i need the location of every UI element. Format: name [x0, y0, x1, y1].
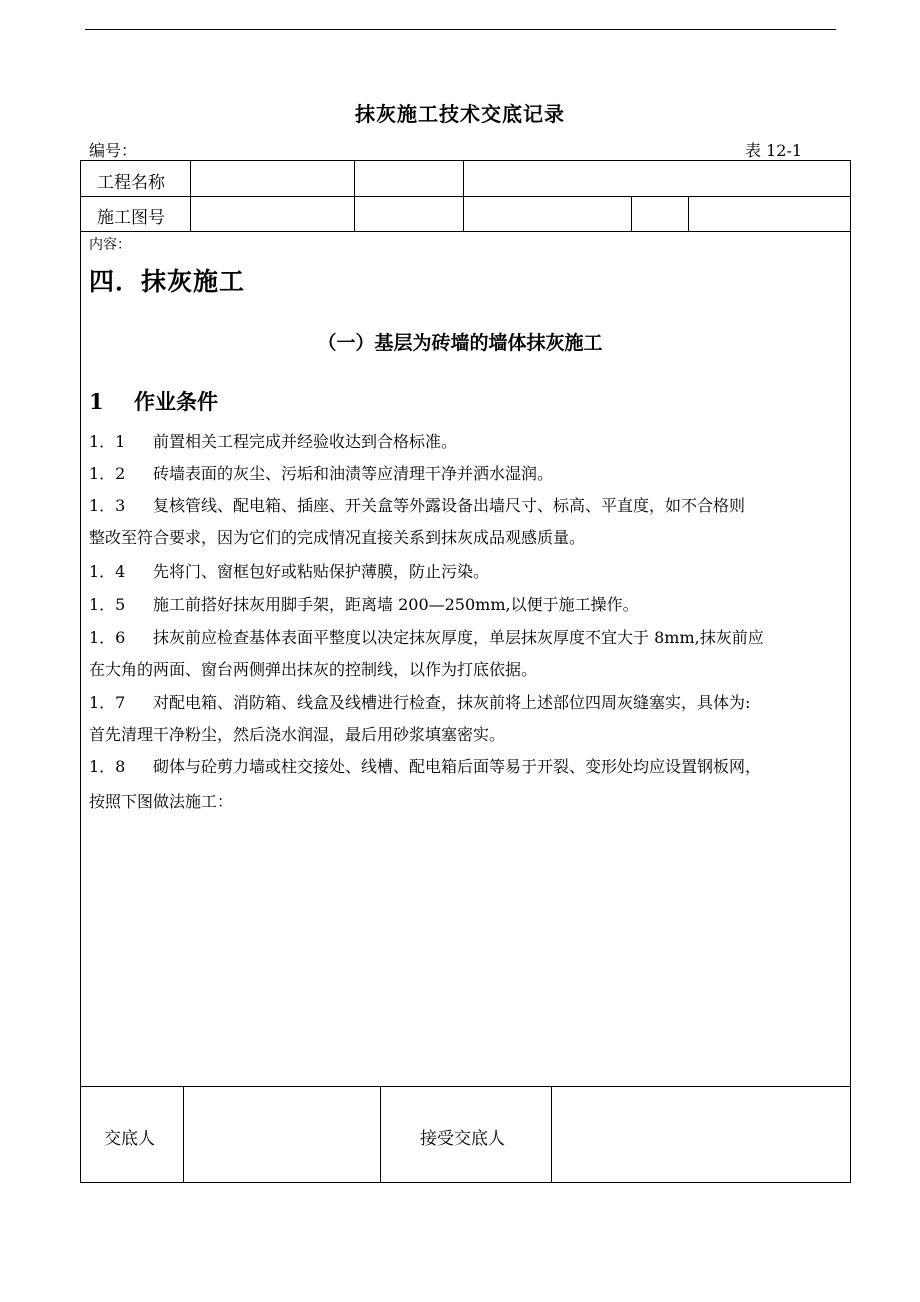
paragraph-continuation: 按照下图做法施工： [89, 792, 234, 811]
header-col-divider [688, 196, 689, 231]
paragraph-text: 复核管线、配电箱、插座、开关盒等外露设备出墙尺寸、标高、平直度，如不合格则 [153, 496, 746, 515]
table-number: 表 12-1 [745, 141, 803, 160]
paragraph-1-7 [89, 687, 851, 751]
paragraph-1-6 [89, 622, 851, 686]
paragraph-text: 抹灰前应检查基体表面平整度以决定抹灰厚度，单层抹灰厚度不宜大于 8mm,抹灰前应 [153, 628, 764, 647]
header-col-divider [463, 160, 464, 231]
paragraph-1-5 [89, 589, 851, 621]
handover-person-label: 交底人 [104, 1129, 155, 1149]
paragraph-text: 砌体与砼剪力墙或柱交接处、线槽、配电箱后面等易于开裂、变形处均应设置钢板网， [153, 757, 762, 776]
paragraph-1-8 [89, 751, 851, 818]
paragraph-number: 1．2 [89, 464, 126, 483]
paragraph-text: 前置相关工程完成并经验收达到合格标准。 [153, 432, 458, 451]
paragraph-continuation: 整改至符合要求，因为它们的完成情况直接关系到抹灰成品观感质量。 [89, 528, 586, 547]
paragraph-number: 1．7 [89, 693, 126, 712]
signature-col-divider [183, 1086, 184, 1183]
paragraph-number: 1．5 [89, 595, 126, 614]
signature-col-divider [380, 1086, 381, 1183]
paragraph-1-3 [89, 490, 851, 554]
item-heading-text: 作业条件 [134, 389, 218, 414]
paragraph-continuation: 在大角的两面、窗台两侧弹出抹灰的控制线，以作为打底依据。 [89, 660, 538, 679]
item-heading [89, 386, 218, 416]
paragraph-text: 施工前搭好抹灰用脚手架，距离墙 200—250mm,以便于施工操作。 [153, 595, 639, 614]
document-title: 抹灰施工技术交底记录 [355, 102, 565, 126]
item-number: 1 [89, 389, 104, 414]
header-col-divider [354, 160, 355, 231]
paragraph-1-4 [89, 556, 851, 588]
header-col-divider [631, 196, 632, 231]
paragraph-number: 1．1 [89, 432, 126, 451]
paragraph-continuation: 首先清理干净粉尘，然后浇水润湿，最后用砂浆填塞密实。 [89, 725, 506, 744]
signature-row-divider [80, 1086, 851, 1087]
project-name-label: 工程名称 [97, 173, 165, 193]
paragraph-text: 先将门、窗框包好或粘贴保护薄膜，防止污染。 [153, 562, 490, 581]
contents-label: 内容： [89, 237, 131, 253]
header-col-divider [190, 160, 191, 231]
subsection-heading: （一）基层为砖墙的墙体抹灰施工 [317, 332, 603, 354]
receiver-label: 接受交底人 [420, 1129, 505, 1149]
paragraph-number: 1．3 [89, 496, 126, 515]
paragraph-number: 1．4 [89, 562, 126, 581]
header-row-divider [80, 196, 851, 197]
paragraph-1-1 [89, 426, 851, 458]
paragraph-number: 1．8 [89, 757, 126, 776]
drawing-number-label: 施工图号 [97, 208, 165, 228]
paragraph-text: 砖墙表面的灰尘、污垢和油渍等应清理干净并洒水湿润。 [153, 464, 554, 483]
serial-number-label: 编号： [89, 141, 138, 160]
signature-col-divider [551, 1086, 552, 1183]
section-heading: 四．抹灰施工 [89, 267, 246, 296]
header-table-bottom [80, 231, 851, 232]
paragraph-text: 对配电箱、消防箱、线盒及线槽进行检查，抹灰前将上述部位四周灰缝塞实，具体为: [153, 693, 751, 712]
paragraph-1-2 [89, 458, 851, 490]
paragraph-number: 1．6 [89, 628, 126, 647]
header-rule [85, 29, 836, 30]
